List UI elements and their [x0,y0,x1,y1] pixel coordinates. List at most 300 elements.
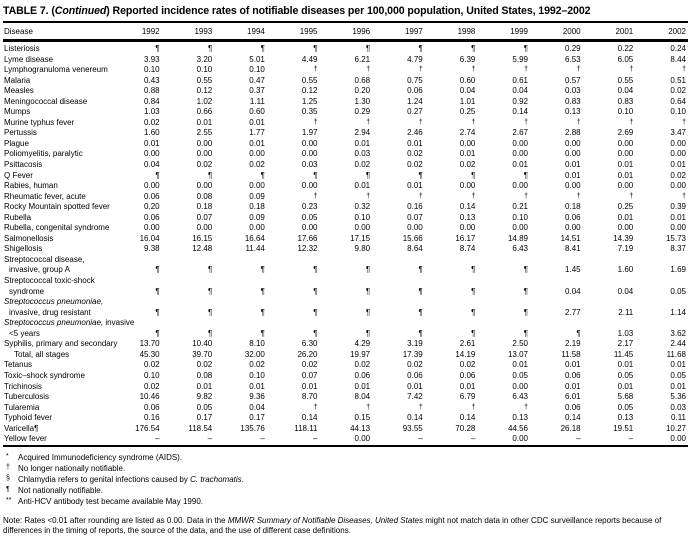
rate-value-cell: 0.14 [301,413,318,423]
rate-value-cell: 0.35 [301,107,318,117]
footnote-text: Acquired Immunodeficiency syndrome (AIDS). [18,452,183,462]
rate-value-cell: 4.29 [354,339,371,349]
rate-value-cell: 0.20 [144,202,160,212]
footnote-text: Chlamydia refers to genital infections caused by C. trachomatis. [18,474,244,484]
rate-value-cell: 0.01 [301,381,318,391]
rate-value-cell: 3.20 [196,54,213,64]
rate-value-cell: † [366,192,371,200]
rate-value-cell: 0.00 [196,223,213,233]
rate-value-cell: 0.47 [249,75,265,85]
disease-label-cell: Streptococcal toxic-shock [4,276,95,286]
rate-value-cell: 0.01 [459,381,476,391]
rate-value-cell: 1.25 [301,96,318,106]
rate-value-cell: ¶ [313,44,318,53]
rate-value-cell: 13.70 [139,339,160,349]
table-row [3,76,688,87]
disease-label-cell: Rubella [4,212,32,222]
rate-value-cell: ¶ [471,44,476,53]
rate-value-cell: ¶ [313,170,318,180]
table-row [3,339,688,350]
table-row [3,86,688,97]
table-row [3,181,688,192]
rate-value-cell: 0.06 [144,191,160,201]
rate-value-cell: 9.82 [196,392,213,402]
rate-value-cell: 0.00 [301,223,318,233]
rate-value-cell: 0.02 [459,360,476,370]
rate-value-cell: ¶ [471,265,476,275]
rate-value-cell: 0.07 [407,212,423,222]
rate-value-cell: 0.00 [565,149,581,159]
rate-value-cell: 0.06 [565,212,581,222]
rate-value-cell: 0.09 [249,191,265,201]
rate-value-cell: 5.99 [512,54,528,64]
rate-value-cell: 32.00 [244,349,265,359]
disease-label-cell: Varicella¶ [4,423,39,433]
rate-value-cell: 0.00 [512,138,528,148]
rate-value-cell: 0.00 [249,223,265,233]
rate-value-cell: 1.69 [670,265,686,275]
rate-value-cell: 0.00 [617,149,634,159]
rate-value-cell: † [313,192,318,200]
rate-value-cell: 0.00 [459,223,476,233]
rate-value-cell: 2.11 [618,307,634,317]
year-column-header: 1994 [214,23,267,41]
rate-value-cell: 0.02 [354,160,371,170]
rate-value-cell: 0.00 [670,181,686,191]
rate-value-cell: 9.36 [249,392,265,402]
rate-value-cell: 0.24 [670,44,686,53]
rate-value-cell: 0.60 [459,75,476,85]
rate-value-cell: ¶ [207,265,213,275]
rate-value-cell: 0.01 [407,138,423,148]
rate-value-cell: 0.01 [354,381,371,391]
rate-value-cell: ¶ [155,265,160,275]
rate-value-cell: ¶ [207,286,213,296]
rate-value-cell: 0.00 [301,138,318,148]
rate-value-cell: 0.00 [249,181,265,191]
footnote-symbol: ¶ [6,485,10,493]
rate-value-cell: 0.03 [354,149,371,159]
rate-value-cell: ¶ [260,170,265,180]
rate-value-cell: 10.46 [139,392,160,402]
rate-value-cell: 0.10 [249,370,265,380]
rate-value-cell: 0.00 [512,149,528,159]
rate-value-cell: ¶ [207,170,213,180]
rate-value-cell: 0.06 [354,370,371,380]
table-row [3,65,688,76]
footnote-item [3,474,688,485]
disease-label-cell: Rocky Mountain spotted fever [4,202,110,212]
rate-value-cell: 0.00 [512,381,528,391]
footnote-symbol: † [6,463,10,471]
disease-label-cell: syndrome [9,286,45,296]
rate-value-cell: 0.00 [512,181,528,191]
rate-value-cell: 0.06 [407,86,423,96]
rate-value-cell: 8.64 [407,244,423,254]
rate-value-cell: 0.10 [512,212,528,222]
rate-value-cell: 2.77 [565,307,581,317]
rate-value-cell: 2.44 [670,339,686,349]
rate-value-cell: 1.03 [144,107,160,117]
rate-value-cell: 0.02 [144,117,160,127]
rate-value-cell: 0.61 [512,75,528,85]
rate-value-cell: 135.76 [240,423,265,433]
disease-label-cell: Syphilis, primary and secondary [4,339,118,349]
rate-value-cell: 1.60 [144,128,160,138]
rate-value-cell: ¶ [155,170,160,180]
rate-value-cell: 0.12 [301,86,318,96]
disease-label-cell: Shigellosis [4,244,43,254]
table-row [3,413,688,424]
table-row [3,107,688,118]
rate-value-cell: 0.25 [617,202,634,212]
rate-value-cell: † [366,66,371,74]
table-row [3,329,688,340]
rate-value-cell: 1.03 [617,328,634,338]
rate-value-cell: 0.00 [354,434,371,444]
rate-value-cell: 11.44 [245,244,265,254]
rate-value-cell: 0.01 [670,360,686,370]
rate-value-cell: 3.47 [670,128,686,138]
rate-value-cell: 0.02 [670,170,686,180]
rate-value-cell: 0.00 [512,434,528,444]
rate-value-cell: 0.55 [617,75,634,85]
rate-value-cell: 45.30 [139,349,160,359]
rate-value-cell: ¶ [260,44,265,53]
rate-value-cell: 0.01 [617,360,634,370]
year-column-header: 1999 [477,23,530,41]
rate-value-cell: ¶ [418,170,423,180]
rate-value-cell: ¶ [418,44,423,53]
disease-label-cell: invasive, group A [9,265,70,275]
rate-value-cell: 0.01 [670,381,686,391]
table-note [3,516,688,537]
incidence-table [3,23,688,447]
rate-value-cell: 0.00 [354,223,371,233]
rate-value-cell: 0.01 [565,360,581,370]
rate-value-cell: 0.04 [617,286,634,296]
rate-value-cell: 0.03 [670,402,686,412]
rate-value-cell: 0.83 [565,96,581,106]
rate-value-cell: † [418,118,423,126]
table-title-prefix: TABLE 7. ( [3,5,55,17]
footnote-item [3,452,688,463]
rate-value-cell: 2.19 [565,339,581,349]
rate-value-cell: 0.00 [407,223,423,233]
note-publication-title: MMWR Summary of Notifiable Diseases, United States [227,515,423,525]
rate-value-cell: 9.80 [354,244,371,254]
rate-value-cell: 8.10 [249,339,265,349]
rate-value-cell: 0.02 [196,160,213,170]
disease-label-cell: Trichinosis [4,381,42,391]
rate-value-cell: ¶ [365,307,371,317]
rate-value-cell: 8.70 [301,392,318,402]
year-column-header: 1998 [425,23,478,41]
table-row [3,308,688,319]
rate-value-cell: ¶ [471,307,476,317]
rate-value-cell: ¶ [523,328,528,338]
table-row [3,234,688,245]
rate-value-cell: 0.04 [249,402,265,412]
rate-value-cell: 0.10 [144,370,160,380]
footnote-symbol: * [6,452,9,460]
table-row [3,202,688,213]
rate-value-cell: 0.01 [196,117,213,127]
rate-value-cell: 0.01 [670,160,686,170]
rate-value-cell: 0.75 [407,75,423,85]
rate-value-cell: 0.15 [354,413,371,423]
rate-value-cell: 0.00 [512,223,528,233]
rate-value-cell: 0.20 [354,86,371,96]
rate-value-cell: 0.13 [459,212,476,222]
rate-value-cell: 3.62 [670,328,686,338]
rate-value-cell: 0.14 [459,202,476,212]
rate-value-cell: 0.01 [459,149,476,159]
rate-value-cell: ¶ [155,328,160,338]
rate-value-cell: 0.08 [196,370,213,380]
year-column-header: 1995 [267,23,320,41]
rate-value-cell: 17.39 [402,349,423,359]
rate-value-cell: 0.00 [617,223,634,233]
rate-value-cell: ¶ [471,286,476,296]
rate-value-cell: ¶ [523,286,528,296]
rate-value-cell: 0.01 [249,381,265,391]
rate-value-cell: 0.92 [512,96,528,106]
disease-label-cell: Listeriosis [4,44,40,53]
rate-value-cell: 4.49 [301,54,318,64]
table-row [3,392,688,403]
rate-value-cell: – [207,434,213,444]
rate-value-cell: ¶ [365,170,371,180]
rate-value-cell: 6.01 [565,392,581,402]
disease-label-cell: Rubella, congenital syndrome [4,223,110,233]
rate-value-cell: – [418,434,423,444]
rate-value-cell: 0.03 [301,160,318,170]
table-row [3,434,688,446]
footnote-symbol: ** [6,496,12,504]
rate-value-cell: 16.64 [244,233,265,243]
rate-value-cell: 0.04 [144,160,160,170]
rate-value-cell: † [524,118,528,126]
rate-value-cell: 6.05 [617,54,634,64]
rate-value-cell: 0.27 [407,107,423,117]
rate-value-cell: 0.10 [196,65,213,75]
rate-value-cell: ¶ [365,265,371,275]
rate-value-cell: – [313,434,318,444]
table-title [3,3,688,21]
rate-value-cell: 0.14 [512,107,528,117]
rate-value-cell: 0.00 [670,149,686,159]
rate-value-cell: 0.06 [565,370,581,380]
table-row [3,360,688,371]
rate-value-cell: 0.84 [144,96,160,106]
disease-label-cell: Total, all stages [14,349,70,359]
rate-value-cell: 1.11 [249,96,265,106]
rate-value-cell: 1.30 [354,96,371,106]
rate-value-cell: † [471,118,476,126]
rate-value-cell: † [313,118,318,126]
rate-value-cell: 0.01 [144,138,160,148]
rate-value-cell: ¶ [365,328,371,338]
rate-value-cell: 0.00 [617,138,634,148]
rate-value-cell: 0.17 [196,413,213,423]
rate-value-cell: † [418,66,423,74]
disease-label-cell: Toxic–shock syndrome [4,370,85,380]
rate-value-cell: – [155,434,160,444]
year-column-header: 1997 [372,23,425,41]
table-row [3,55,688,66]
rate-value-cell: ¶ [418,286,423,296]
rate-value-cell: ¶ [471,170,476,180]
table-row [3,350,688,361]
rate-value-cell: 12.32 [297,244,318,254]
rate-value-cell: 0.18 [565,202,581,212]
rate-value-cell: 0.57 [565,75,581,85]
rate-value-cell: 0.00 [196,149,213,159]
rate-value-cell: 0.00 [301,149,318,159]
rate-value-cell: 0.37 [249,86,265,96]
rate-value-cell: 0.01 [512,360,528,370]
rate-value-cell: 0.04 [565,286,581,296]
rate-value-cell: 6.79 [459,392,476,402]
disease-column-header: Disease [3,23,109,41]
table-row [3,244,688,255]
rate-value-cell: 0.02 [196,360,213,370]
disease-label-cell: Tuberculosis [4,392,50,402]
disease-label-cell: Plague [4,138,29,148]
rate-value-cell: 0.03 [565,86,581,96]
rate-value-cell: † [471,192,476,200]
rate-value-cell: ¶ [155,44,160,53]
rate-value-cell: ¶ [260,328,265,338]
rate-value-cell: † [313,403,318,411]
rate-value-cell: 0.00 [249,149,265,159]
rate-value-cell: 13.07 [507,349,528,359]
rate-value-cell: 0.06 [459,370,476,380]
year-column-header: 2000 [530,23,583,41]
rate-value-cell: 0.09 [249,212,265,222]
rate-value-cell: 26.20 [297,349,318,359]
disease-label-cell: Tularemia [4,402,40,412]
rate-value-cell: 15.73 [665,233,686,243]
rate-value-cell: 0.64 [670,96,686,106]
rate-value-cell: 6.43 [512,244,528,254]
table-row [3,424,688,435]
rate-value-cell: 2.17 [617,339,634,349]
rate-value-cell: ¶ [471,328,476,338]
disease-label-cell: Psittacosis [4,160,43,170]
disease-label-cell: Mumps [4,107,31,117]
footnote-text: Not nationally notifiable. [18,485,103,495]
rate-value-cell: 2.69 [617,128,634,138]
rate-value-cell: 0.02 [249,160,265,170]
rate-value-cell: 0.00 [565,223,581,233]
rate-value-cell: 0.05 [617,402,634,412]
year-column-header: 2002 [635,23,688,41]
rate-value-cell: 0.00 [196,138,213,148]
rate-value-cell: 3.19 [407,339,423,349]
rate-value-cell: ¶ [523,307,528,317]
rate-value-cell: 5.36 [670,392,686,402]
rate-value-cell: 2.88 [565,128,581,138]
rate-value-cell: 0.13 [617,413,634,423]
rate-value-cell: – [470,434,476,444]
rate-value-cell: 1.14 [670,307,686,317]
rate-value-cell: ¶ [523,265,528,275]
rate-value-cell: 0.13 [565,107,581,117]
rate-value-cell: 1.60 [617,265,634,275]
table-row [3,41,688,55]
table-row [3,139,688,150]
table-title-suffix: ) Reported incidence rates of notifiable diseases per 100,000 population, United States, 1992–2002 [106,5,591,17]
rate-value-cell: † [576,66,581,74]
rate-value-cell: 0.07 [196,212,213,222]
year-column-header: 2001 [583,23,636,41]
rate-value-cell: ¶ [207,328,213,338]
rate-value-cell: ¶ [418,265,423,275]
rate-value-cell: 0.01 [512,160,528,170]
rate-value-cell: 0.02 [407,149,423,159]
rate-value-cell: 8.41 [565,244,581,254]
note-text-2: might not match data in other CDC surveillance reports because of differences in the timing of reports, the source of the data, and the use of different case definitions. [3,515,662,536]
rate-value-cell: 8.04 [354,392,371,402]
disease-label-cell: Rheumatic fever, acute [4,191,86,201]
rate-value-cell: 8.44 [670,54,686,64]
rate-value-cell: 0.01 [249,117,265,127]
rate-value-cell: † [682,66,686,74]
rate-value-cell: ¶ [576,328,581,338]
rate-value-cell: 0.01 [565,170,581,180]
rate-value-cell: 2.46 [407,128,423,138]
rate-value-cell: † [576,192,581,200]
rate-value-cell: 14.19 [455,349,476,359]
rate-value-cell: 0.01 [565,381,581,391]
rate-value-cell: 0.60 [249,107,265,117]
rate-value-cell: 0.08 [196,191,213,201]
footnote-item [3,485,688,496]
disease-label-cell: Streptococcus pneumoniae, invasive [4,318,135,328]
rate-value-cell: 0.02 [249,360,265,370]
rate-value-cell: 0.10 [249,65,265,75]
rate-value-cell: ¶ [207,307,213,317]
rate-value-cell: 2.55 [196,128,213,138]
rate-value-cell: 0.01 [407,181,423,191]
disease-label-cell: <5 years [9,328,40,338]
disease-label-cell: invasive, drug resistant [9,307,91,317]
rate-value-cell: 6.21 [354,54,371,64]
rate-value-cell: 12.48 [192,244,213,254]
rate-value-cell: 0.68 [354,75,371,85]
rate-value-cell: 44.56 [507,423,528,433]
rate-value-cell: 0.00 [301,181,318,191]
rate-value-cell: 5.68 [617,392,634,402]
rate-value-cell: 0.01 [565,160,581,170]
rate-value-cell: 0.00 [617,181,634,191]
disease-label-cell: Yellow fever [4,434,47,444]
table-row [3,265,688,276]
rate-value-cell: 0.39 [670,202,686,212]
rate-value-cell: 0.14 [459,413,476,423]
rate-value-cell: ¶ [313,286,318,296]
rate-value-cell: 2.74 [459,128,476,138]
rate-value-cell: 0.00 [565,138,581,148]
rate-value-cell: 0.55 [301,75,318,85]
rate-value-cell: 8.74 [459,244,476,254]
disease-label-cell: Poliomyelitis, paralytic [4,149,83,159]
rate-value-cell: 0.14 [565,413,581,423]
table-header-row [3,23,688,41]
rate-value-cell: 39.70 [192,349,213,359]
